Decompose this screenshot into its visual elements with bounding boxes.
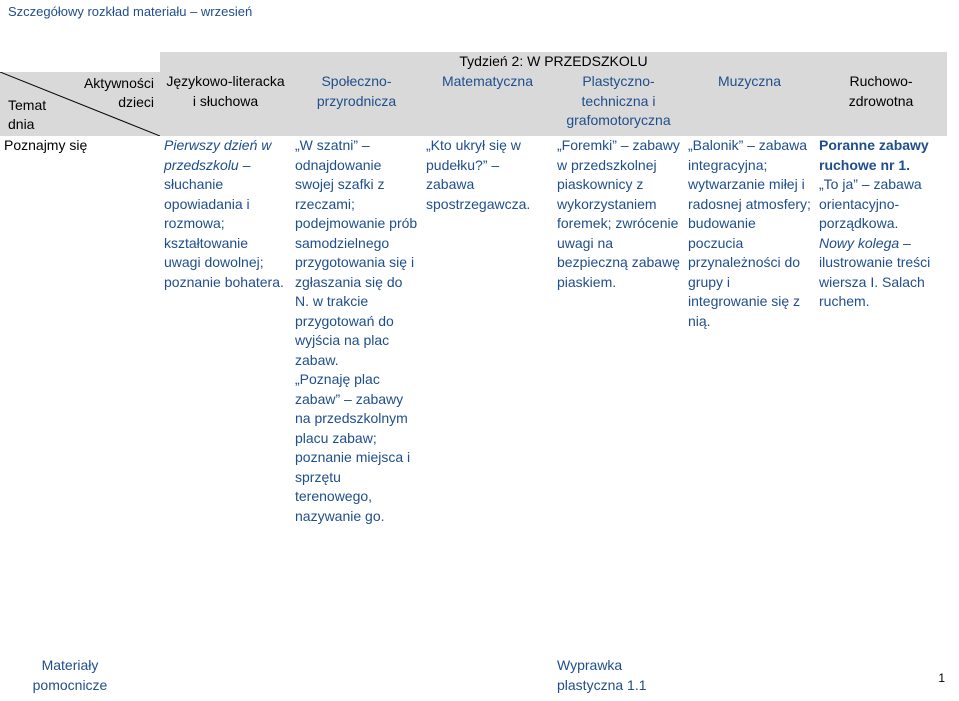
matematyczna-text: „Kto ukrył się w pudełku?” – zabawa spostrzegawcza.	[426, 137, 531, 212]
topic-label: Poznajmy się	[4, 137, 88, 153]
column-header-ruchowa: Ruchowo-zdrowotna	[815, 72, 947, 136]
corner-header	[0, 72, 160, 136]
document-title: Szczegółowy rozkład materiału – wrzesień	[8, 4, 253, 19]
muzyczna-text: „Balonik” – zabawa integracyjna; wytwarzanie miłej i radosnej atmosfery; budowanie poczucia przynależności do grupy i integrowanie się z nią.	[688, 137, 811, 329]
spoleczna-text-2: „Poznaję plac zabaw” – zabawy na przedszkolnym placu zabaw; poznanie miejsca i sprzętu terenowego, nazywanie go.	[295, 371, 411, 524]
plastyczna-text: „Foremki” – zabawy w przedszkolnej piaskownicy z wykorzystaniem foremek; zwrócenie uwagi na bezpieczną zabawę piaskiem.	[557, 137, 680, 290]
jezykowa-cell	[160, 136, 291, 701]
spoleczna-cell	[291, 136, 422, 701]
matematyczna-cell	[422, 136, 553, 701]
ruchowa-title-1: Poranne zabawy ruchowe nr 1.	[819, 137, 929, 173]
column-header-jezykowa: Językowo-literacka i słuchowa	[160, 72, 291, 136]
corner-top-label: Aktywności dzieci	[83, 75, 154, 110]
plastyczna-materials: Wyprawka plastyczna 1.1	[557, 657, 647, 693]
spoleczna-text-1: „W szatni” – odnajdowanie swojej szafki z rzeczami; podejmowanie prób samodzielnego przygotowania się i zgłaszania się do N. w trakcie przygotowań do wyjścia na plac zabaw.	[295, 137, 418, 368]
ruchowa-text-1: „To ja” – zabawa orientacyjno-porządkowa.	[819, 176, 922, 231]
column-header-matematyczna: Matematyczna	[422, 72, 553, 136]
table-row	[0, 136, 947, 701]
jezykowa-title: Pierwszy dzień w przedszkolu	[164, 137, 272, 173]
column-header-spoleczna: Społeczno-przyrodnicza	[291, 72, 422, 136]
corner-bottom-label: Temat dnia	[8, 97, 47, 132]
column-header-muzyczna: Muzyczna	[684, 72, 815, 136]
ruchowa-title-2: Nowy kolega	[819, 234, 900, 251]
column-header-plastyczna: Plastyczno-techniczna i grafomotoryczna	[553, 72, 684, 136]
week-header-row	[0, 52, 947, 72]
muzyczna-cell	[684, 136, 815, 701]
ruchowa-text-2: – ilustrowanie treści wiersza I. Salach ruchem.	[819, 234, 931, 309]
ruchowa-cell	[815, 136, 947, 701]
column-header-row	[0, 72, 947, 136]
topic-cell	[0, 136, 160, 701]
jezykowa-text: – słuchanie opowiadania i rozmowa; kształtowanie uwagi dowolnej; poznanie bohatera.	[164, 156, 284, 290]
week-title: Tydzień 2: W PRZEDSZKOLU	[160, 52, 947, 72]
page-number: 1	[938, 671, 945, 685]
materials-label: Materiały pomocnicze	[32, 657, 108, 693]
plastyczna-cell	[553, 136, 684, 701]
schedule-table	[0, 52, 947, 701]
